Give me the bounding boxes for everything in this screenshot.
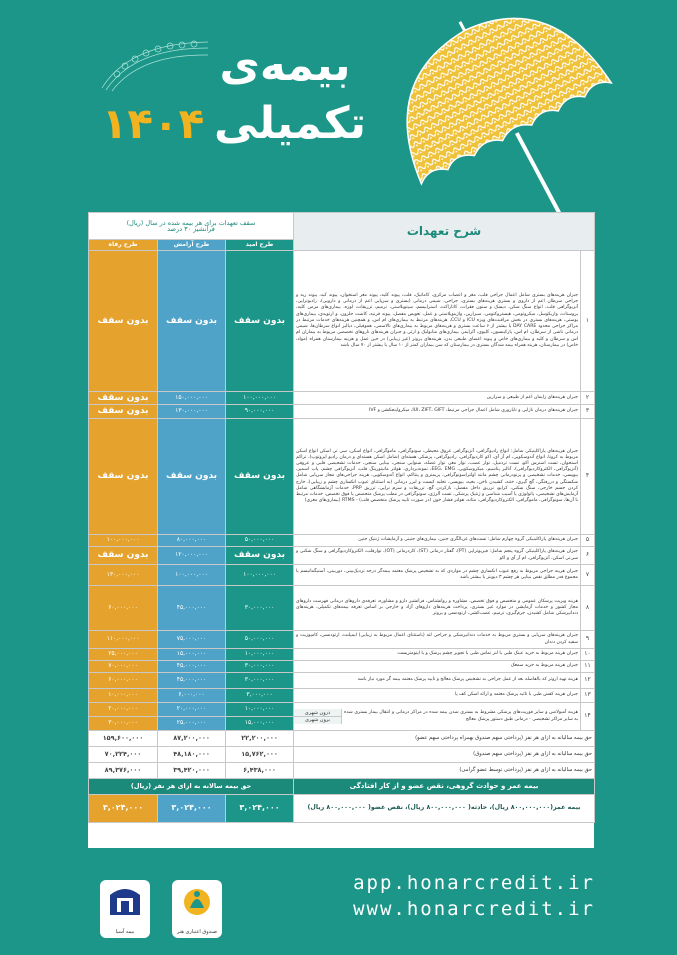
title-line1: بیمه‌ی (219, 40, 351, 91)
premium-refah: ۸۹,۳۷۶,۰۰۰ (89, 763, 158, 779)
row-number: ۳ (581, 405, 595, 419)
asia-logo-caption: بیمه آسیا (115, 929, 135, 935)
site-url-link[interactable]: www.honarcredit.ir (353, 898, 595, 920)
life-premium-refah: ۳,۰۲۴,۰۰۰ (89, 795, 158, 823)
urban-label: درون شهری (294, 709, 341, 717)
cell-refah: ۱۳۰,۰۰۰,۰۰۰ (89, 565, 158, 586)
row-number: ۲ (581, 392, 595, 405)
row-description: جبران هزینه‌های بستری شامل اعمال جراحی قلب، مغز و اعصاب مرکزی، کاماتیک، قلب، پیوند کلیه، پیوند مغز استخوان، پیوند کبد، پیوند ریه و جراحی سرطان اعم از داروی و بستری هزینه‌های بستری، جراحی، شیمی درمانی (بستری و سرپایی اعم از درمانی و دارویی)، رادیوتراپی، آنژیوگرافی قلب، انواع سنگ شکن، دیسک و ستون فقرات، کاتاراکت، استرابیسم، سپتوپلاستی، ترمیم، تزریقات، لوزه، بیماری‌های مزمن کلیه، پروستات، واریکوسل، میکروتومی، هیستروکتومی، سیزارین، واژینوپلاستی و عمل، تعویض مفصل، پیوند قرنیه، کاشت حلزون، و ارتوپدی، بیماری‌های پوستی، هزینه‌های بستری در بخش مراقبت‌های ویژه ICU و CCU، هزینه‌های مرتبط به بیماری‌های ام اس، و همچنین هزینه‌های خدمات مرتبط در مراکز جراحی محدود DAY CARE یا بیشتر از ۶ ساعت بستری و هزینه‌های مربوط به بیماری‌های تالاسمی، هموفیلی، دیالیز انواع سرطان‌ها، شیمی درمانی ناشی از سرطان، ام اس، پارکینسون، کلیوی، آلزایمر، بیماری‌های متابولیک و ارثی و جبران هزینه‌های ناروهای تخصصی مربوط به بیماران ام اس و سرطان و کلیه و بیماری‌های خاص و پیوند اعضای طبیعی بدن، هزینه‌های پروتز (غیر زیبایی) در حین عمل و هزینه بیمارستان همراه (مواد، خاص) در بیمارستان، هزینه همراه بیمه شدگان بستری در بیمارستان که سن بیماران کمتر از ۱۰ سال یا بیشتر از ۷۰ سال باشد (294, 251, 581, 392)
row-description: جبران هزینه مربوط به خرید عینک طبی با لنز تماس طبی با تجویز چشم پزشک و یا اپتومتریست (294, 649, 581, 661)
cell-urban-refah: ۲۰,۰۰۰,۰۰۰ (89, 703, 158, 717)
table-row (89, 547, 595, 565)
row-number: ۱۲ (581, 673, 595, 689)
row-description: جبران هزینه کفش طبی با تائید پزشک معتمد و ارائه اسکن کف پا (294, 689, 581, 703)
cell-aramesh: بدون سقف (158, 419, 226, 535)
plan-header-refah: طرح رفاه (89, 240, 158, 251)
premium-label: حق بیمه سالیانه به ازای هر نفر (پرداختی سهم صندوق بهمراه پرداختی سهم عضو) (294, 731, 595, 747)
life-title-row (89, 779, 595, 795)
cell-refah: بدون سقف (89, 251, 158, 392)
row-number: ۷ (581, 565, 595, 586)
row-number: ۱۴ (581, 703, 595, 731)
cell-aramesh: ۷۵,۰۰۰,۰۰۰ (158, 631, 226, 649)
premium-row (89, 763, 595, 779)
life-title: بیمه عمر و حوادث گروهی، نقص عضو و از کار افتادگی (294, 779, 595, 795)
title-year: ۱۴۰۴ (101, 99, 205, 148)
title-line2: تکمیلی (213, 98, 367, 149)
table-row (89, 419, 595, 535)
cell-refah: بدون سقف (89, 547, 158, 565)
life-premium-label: حق بیمه سالانه به ازای هر نفر (ریال) (89, 779, 294, 795)
row-number: ۱۳ (581, 689, 595, 703)
row-number: ۴ (581, 419, 595, 535)
cell-intercity-refah: ۳۰,۰۰۰,۰۰۰ (89, 717, 158, 731)
plan-header-aramesh: طرح آرامش (158, 240, 226, 251)
life-description: بیمه عمر(۸۰۰,۰۰۰,۰۰۰ ریال)، حادثه( ۸۰۰,۰۰۰,۰۰۰ ریال)، نقص عضو( ۸۰۰,۰۰۰,۰۰۰ ریال) (294, 795, 595, 823)
premium-omid: ۲۲,۲۰۰,۰۰۰ (226, 731, 294, 747)
row-description: جبران هزینه‌های پاراکلینیکی شامل: انواع رادیوگرافی، آنژیوگرافی عروق محیطی، سونوگرافی، ماموگرافی، انواع اسکن، سی تی اسکن انواع اسکن مربوط به کرونا، انواع آندوسکوپی، ام آر آی، اکو کاردیوگرافی، رادیوگرافی، پزشکی هسته‌ای (شامل اسکن هسته‌ای و درمان رادیو ایزوتوپ)، تراکم استخوان، تست استرس اکو، تست تردمیل، نوار عصب، نوار مغز، نوار عضله، شنوایی سنجی، بینایی سنجی، خدمات تشخیصی قلبی و عروقی (آنژیوگرافی، الکتروکاردیوگرافی)، آنالیز پتاسیم، میکروسکوپی، EEG، EMG، نمونه‌برداری، هولتر مانیتورینگ قلب، آنژیوگرافی چشم، پاپ اسمیر، بیوپسی، خدمات تشخیصی و پرتودرمانی چشم مانند اولتراسونوگرافی، پریمتری و پنتاکم، انواع آندوسکوپی، هزینه جراحی‌های مجاز سرپایی شامل شکستگی و دررفتگی، گچ گیری، ختنه، کشیدن ناخن، بخیه، بیوپسی، تخلیه کیست و لیزر درمانی (به استثنای عیوب انکساری چشم و زیبایی)، خارج کردن جسم خارجی، سنگ شکنی، کرایو، تزریق داخل مفصل، بازکردن گچ، تزریقات و سرم تراپی، تزریق PRP، خدمات آزمایشگاهی شامل آزمایش‌های تشخیصی، پاتولوژی یا آسیب شناسی و ژنتیک پزشکی، تست آلرژی، سونوگرافی در مطب پزشک متخصص یا فوق تخصص، خدمات مرتبط با آن‌ها، سونوگرافی، ماموگرافی، الکتروکاردیوگرافی، مثانه، هولتر فشار خون (در صورت تایید پزشک متخصص قلب) - RTMS (بیماری‌های مغزی) (294, 419, 581, 535)
cell-aramesh: ۴۵,۰۰۰,۰۰۰ (158, 586, 226, 631)
table-row (89, 649, 595, 661)
cell-refah: ۶۰,۰۰۰,۰۰۰ (89, 673, 158, 689)
table-row (89, 565, 595, 586)
franchise-label: فرانشیز ۳۰ درصد (167, 225, 215, 233)
footer-urls (290, 870, 595, 922)
cell-omid: ۳۰,۰۰۰,۰۰۰ (226, 586, 294, 631)
plan-header-omid: طرح امید (226, 240, 294, 251)
cell-refah: بدون سقف (89, 405, 158, 419)
cell-intercity-aramesh: ۲۵,۰۰۰,۰۰۰ (158, 717, 226, 731)
row-number: ۶ (581, 547, 595, 565)
table-row (89, 631, 595, 649)
premium-refah: ۷۰,۲۲۴,۰۰۰ (89, 747, 158, 763)
premium-omid: ۱۵,۷۶۲,۰۰۰ (226, 747, 294, 763)
cell-omid: ۱۰۰,۰۰۰,۰۰۰ (226, 565, 294, 586)
cell-aramesh: بدون سقف (158, 251, 226, 392)
coverage-table (88, 212, 595, 823)
intercity-label: برون شهری (294, 717, 341, 724)
cell-omid: ۳۰,۰۰۰,۰۰۰ (226, 661, 294, 673)
premium-aramesh: ۸۷,۲۰۰,۰۰۰ (158, 731, 226, 747)
asia-logo (100, 880, 150, 938)
cell-aramesh: ۱۰۰,۰۰۰,۰۰۰ (158, 565, 226, 586)
cell-omid: ۵۰,۰۰۰,۰۰۰ (226, 535, 294, 547)
table-row (89, 703, 595, 717)
row-description: جبران هزینه‌های پاراکلینیکی گروه پنجم شامل: فیزیوتراپی (PT)، گفتار درمانی (ST)، کاردرمانی (OT)، نوارقلب، الکتروکاردیوگرافی و سنگ شکنی و سی‌تی اسکن، آنژیوگرافی، ام آر آی و اکو (294, 547, 581, 565)
row-description: جبران هزینه‌های درمان نازایی و ناباروری شامل اعمال جراحی مرتبط، IUI، ZIFT، GIFT، میکرواینجکشن و IVF (294, 405, 581, 419)
row-description: جبران هزینه‌های سرپایی و بستری مربوط به خدمات دندانپزشکی و جراحی لثه (باستثنای اعمال مربوط به زیبایی) ایمپلنت، ارتودنسی، کامپوزیت و سفید کردن دندان (294, 631, 581, 649)
asia-logo-icon (100, 880, 150, 922)
cell-aramesh: ۶,۰۰۰,۰۰۰ (158, 689, 226, 703)
premium-omid: ۶,۴۳۸,۰۰۰ (226, 763, 294, 779)
premium-row (89, 747, 595, 763)
cell-omid: ۹۰,۰۰۰,۰۰۰ (226, 405, 294, 419)
premium-aramesh: ۳۹,۴۲۰,۰۰۰ (158, 763, 226, 779)
fund-logo-icon (172, 880, 222, 922)
row-number: ۱۰ (581, 649, 595, 661)
table-row (89, 405, 595, 419)
row-description: جبران هزینه‌های زایمان اعم از طبیعی و سزارین (294, 392, 581, 405)
row-description: هزینه ویزیت پزشکان عمومی و متخصص و فوق تخصص، مشاوره و روانشناس، فرانشیز دارو و مشاوره، تعرفه‌ی داروهای درمانی فهرست داروهای مجاز کشور و خدمات آزمایشی در موارد غیر بستری، پرداخت هزینه‌های داروهای آزاد و خارجی بر اساس تعرفه بیمه‌های تکمیلی، هزینه‌های دندانپزشکی شامل کشیدن، جرم‌گیری، ترمیم، عصب‌کشی، ارتودنسی و پروتز (294, 586, 581, 631)
app-url-link[interactable]: app.honarcredit.ir (353, 872, 595, 894)
table-row (89, 392, 595, 405)
cell-refah: ۱۱۰,۰۰۰,۰۰۰ (89, 631, 158, 649)
commitments-header: شرح تعهدات (294, 213, 595, 251)
row-number: ۵ (581, 535, 595, 547)
premium-label: حق بیمه سالیانه به ازای هر نفر (پرداختی سهم صندوق) (294, 747, 595, 763)
cell-omid: بدون سقف (226, 251, 294, 392)
cell-omid: ۳,۰۰۰,۰۰۰ (226, 689, 294, 703)
table-row (89, 586, 595, 631)
ceiling-label: سقف تعهدات برای هر بیمه شده در سال (ریال) (126, 218, 256, 227)
cell-refah: بدون سقف (89, 392, 158, 405)
cell-aramesh: ۱۵,۰۰۰,۰۰۰ (158, 649, 226, 661)
life-premium-aramesh: ۳,۰۲۴,۰۰۰ (158, 795, 226, 823)
cell-refah: ۱۰,۰۰۰,۰۰۰ (89, 689, 158, 703)
premium-label: حق بیمه سالیانه به ازای هر نفر (پرداختی توسط عضو گرامی) (294, 763, 595, 779)
row-description: هزینه تهیه اروتز که بالفاصله بعد از عمل جراحی به تشخیص پزشک معالج و تایید پزشک معتمد بیمه گر مورد نیاز باشد (294, 673, 581, 689)
row-number: ۱۱ (581, 661, 595, 673)
table-row (89, 673, 595, 689)
table-row (89, 251, 595, 392)
cell-aramesh: ۴۵,۰۰۰,۰۰۰ (158, 673, 226, 689)
table-row (89, 661, 595, 673)
premium-aramesh: ۴۸,۱۸۰,۰۰۰ (158, 747, 226, 763)
row-description: جبران هزینه مربوط به خرید سمعک (294, 661, 581, 673)
cell-refah: بدون سقف (89, 419, 158, 535)
row-number: ۸ (581, 586, 595, 631)
cell-urban-omid: ۱۰,۰۰۰,۰۰۰ (226, 703, 294, 717)
cell-omid: ۱۰۰,۰۰۰,۰۰۰ (226, 392, 294, 405)
cell-aramesh: ۴۵,۰۰۰,۰۰۰ (158, 661, 226, 673)
cell-refah: ۷۰,۰۰۰,۰۰۰ (89, 661, 158, 673)
row-number: ۱ (581, 251, 595, 392)
life-premium-omid: ۳,۰۲۴,۰۰۰ (226, 795, 294, 823)
cell-omid: ۳۰,۰۰۰,۰۰۰ (226, 673, 294, 689)
cell-urban-aramesh: ۲۰,۰۰۰,۰۰۰ (158, 703, 226, 717)
cell-aramesh: ۱۳۰,۰۰۰,۰۰۰ (158, 405, 226, 419)
fund-logo (172, 880, 222, 938)
cell-refah: ۶۰,۰۰۰,۰۰۰ (89, 586, 158, 631)
cell-refah: ۱۰۰,۰۰۰,۰۰۰ (89, 535, 158, 547)
ceiling-header (89, 213, 294, 240)
ambulance-description: هزینه آمبولانس و سایر فوریت‌های پزشکی مشروط به بستری شدن بیمه شده در مراکز درمانی و انتقال بیمار بستری شده به سایر مراکز تشخیصی - درمانی طبق دستور پزشک معالج (344, 710, 579, 722)
premium-row (89, 731, 595, 747)
cell-aramesh: ۸۰,۰۰۰,۰۰۰ (158, 535, 226, 547)
cell-refah: ۲۵,۰۰۰,۰۰۰ (89, 649, 158, 661)
cell-omid: ۱۰,۰۰۰,۰۰۰ (226, 649, 294, 661)
cell-omid: ۵۰,۰۰۰,۰۰۰ (226, 631, 294, 649)
table-row (89, 689, 595, 703)
life-values-row (89, 795, 595, 823)
row-description: جبران هزینه‌های پاراکلینیکی گروه چهارم شامل: تست‌های غربالگری جنین، بیماری‌های جنینی و آزمایشات ژنتیک جنین (294, 535, 581, 547)
premium-refah: ۱۵۹,۶۰۰,۰۰۰ (89, 731, 158, 747)
row-description (294, 703, 581, 731)
fund-logo-caption: صندوق اعتباری هنر (177, 929, 217, 935)
cell-omid: بدون سقف (226, 547, 294, 565)
cell-aramesh: ۱۵۰,۰۰۰,۰۰۰ (158, 392, 226, 405)
row-description: جبران هزینه جراحی مربوط به رفع عیوب انکساری چشم در مواردی که به تشخیص پزشک معتمد بیمه‌گر درجه نزدیک‌بینی، دوربینی، آستیگماتیسم یا مجموع قدر مطلق نقص بینایی هر چشم ۳ دیوپتر یا بیشتر باشد (294, 565, 581, 586)
cell-aramesh: ۱۲۰,۰۰۰,۰۰۰ (158, 547, 226, 565)
table-row (89, 535, 595, 547)
cell-intercity-omid: ۱۵,۰۰۰,۰۰۰ (226, 717, 294, 731)
row-number: ۹ (581, 631, 595, 649)
cell-omid: بدون سقف (226, 419, 294, 535)
